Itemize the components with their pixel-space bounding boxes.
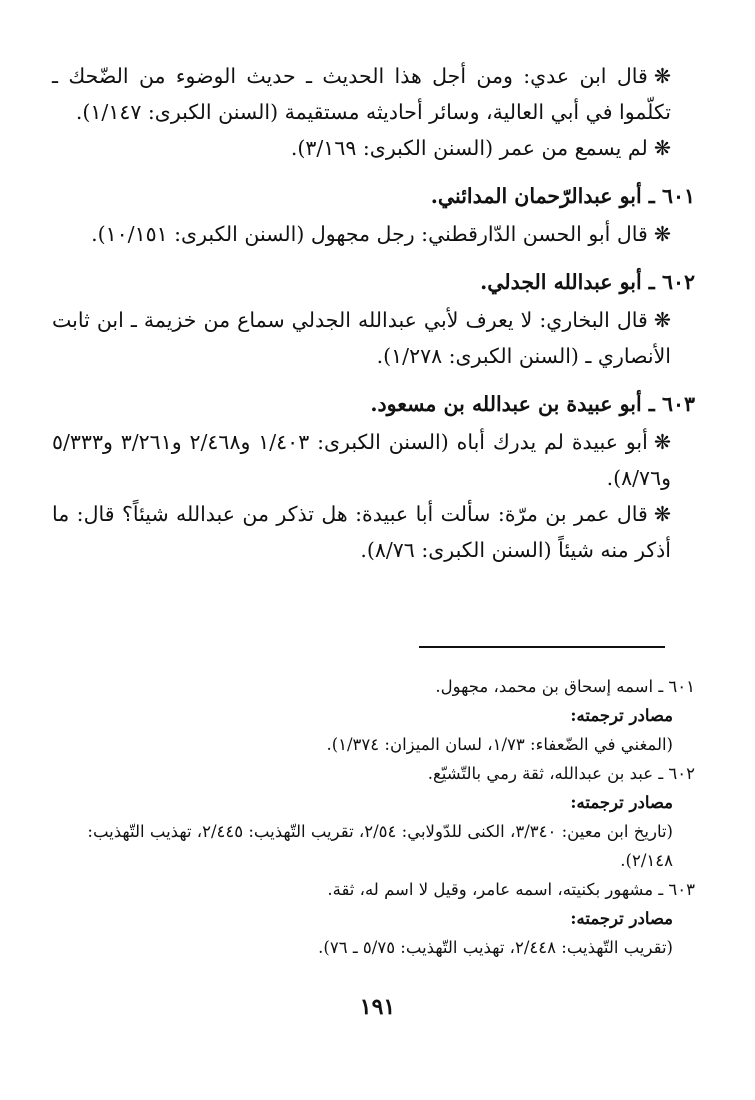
footnotes xyxy=(52,672,695,962)
asterisk-ornament-icon: ❋ xyxy=(653,308,671,332)
footnote-602-sources: (تاريخ ابن معين: ٣/٣٤٠، الكنى للدّولابي: ٢/٥٤، تقريب التّهذيب: ٢/٤٤٥، تهذيب التّهذيب: ٢/١٤٨). xyxy=(87,822,673,870)
paragraph xyxy=(52,58,695,130)
asterisk-ornament-icon: ❋ xyxy=(653,136,671,160)
asterisk-ornament-icon: ❋ xyxy=(653,430,671,454)
paragraph-text: قال ابن عدي: ومن أجل هذا الحديث ـ حديث الوضوء من الضّحك ـ تكلّموا في أبي العالية، وسائر أحاديثه مستقيمة (السنن الكبرى: ١/١٤٧). xyxy=(52,64,671,124)
paragraph xyxy=(52,424,695,496)
entry-title-602: ٦٠٢ ـ أبو عبدالله الجدلي. xyxy=(480,270,695,294)
entry-title-603: ٦٠٣ ـ أبو عبيدة بن عبدالله بن مسعود. xyxy=(370,392,695,416)
main-text xyxy=(52,58,695,568)
paragraph xyxy=(52,130,695,166)
paragraph xyxy=(52,216,695,252)
footnote-602-head: ٦٠٢ ـ عبد بن عبدالله، ثقة رمي بالتّشيّع. xyxy=(427,764,695,783)
paragraph-text: قال أبو الحسن الدّارقطني: رجل مجهول (السنن الكبرى: ١٠/١٥١). xyxy=(91,222,648,246)
page-number: ١٩١ xyxy=(359,994,396,1020)
entry-title-601: ٦٠١ ـ أبو عبدالرّحمان المدائني. xyxy=(430,184,695,208)
footnote-603-head: ٦٠٣ ـ مشهور بكنيته، اسمه عامر، وقيل لا اسم له، ثقة. xyxy=(327,880,695,899)
footnote-602-sources-label: مصادر ترجمته: xyxy=(570,793,673,812)
footnote-603-sources-label: مصادر ترجمته: xyxy=(570,909,673,928)
footnote-603-sources: (تقريب التّهذيب: ٢/٤٤٨، تهذيب التّهذيب: ٥/٧٥ ـ ٧٦). xyxy=(318,938,673,957)
paragraph-text: لم يسمع من عمر (السنن الكبرى: ٣/١٦٩). xyxy=(290,136,648,160)
paragraph-text: قال البخاري: لا يعرف لأبي عبدالله الجدلي سماع من خزيمة ـ ابن ثابت الأنصاري ـ (السنن الكبرى: ١/٢٧٨). xyxy=(52,308,671,368)
footnote-divider xyxy=(419,646,665,648)
asterisk-ornament-icon: ❋ xyxy=(653,502,671,526)
paragraph xyxy=(52,496,695,568)
paragraph-text: قال عمر بن مرّة: سألت أبا عبيدة: هل تذكر من عبدالله شيئاً؟ قال: ما أذكر منه شيئاً (السنن الكبرى: ٨/٧٦). xyxy=(52,502,671,562)
asterisk-ornament-icon: ❋ xyxy=(653,222,671,246)
paragraph xyxy=(52,302,695,374)
footnote-601-head: ٦٠١ ـ اسمه إسحاق بن محمد، مجهول. xyxy=(435,677,695,696)
footnote-601-sources: (المغني في الضّعفاء: ١/٧٣، لسان الميزان: ١/٣٧٤). xyxy=(326,735,673,754)
footnote-601-sources-label: مصادر ترجمته: xyxy=(570,706,673,725)
paragraph-text: أبو عبيدة لم يدرك أباه (السنن الكبرى: ١/٤٠٣ و٢/٤٦٨ و٣/٢٦١ و٥/٣٣٣ و٨/٧٦). xyxy=(52,430,671,490)
asterisk-ornament-icon: ❋ xyxy=(653,64,671,88)
